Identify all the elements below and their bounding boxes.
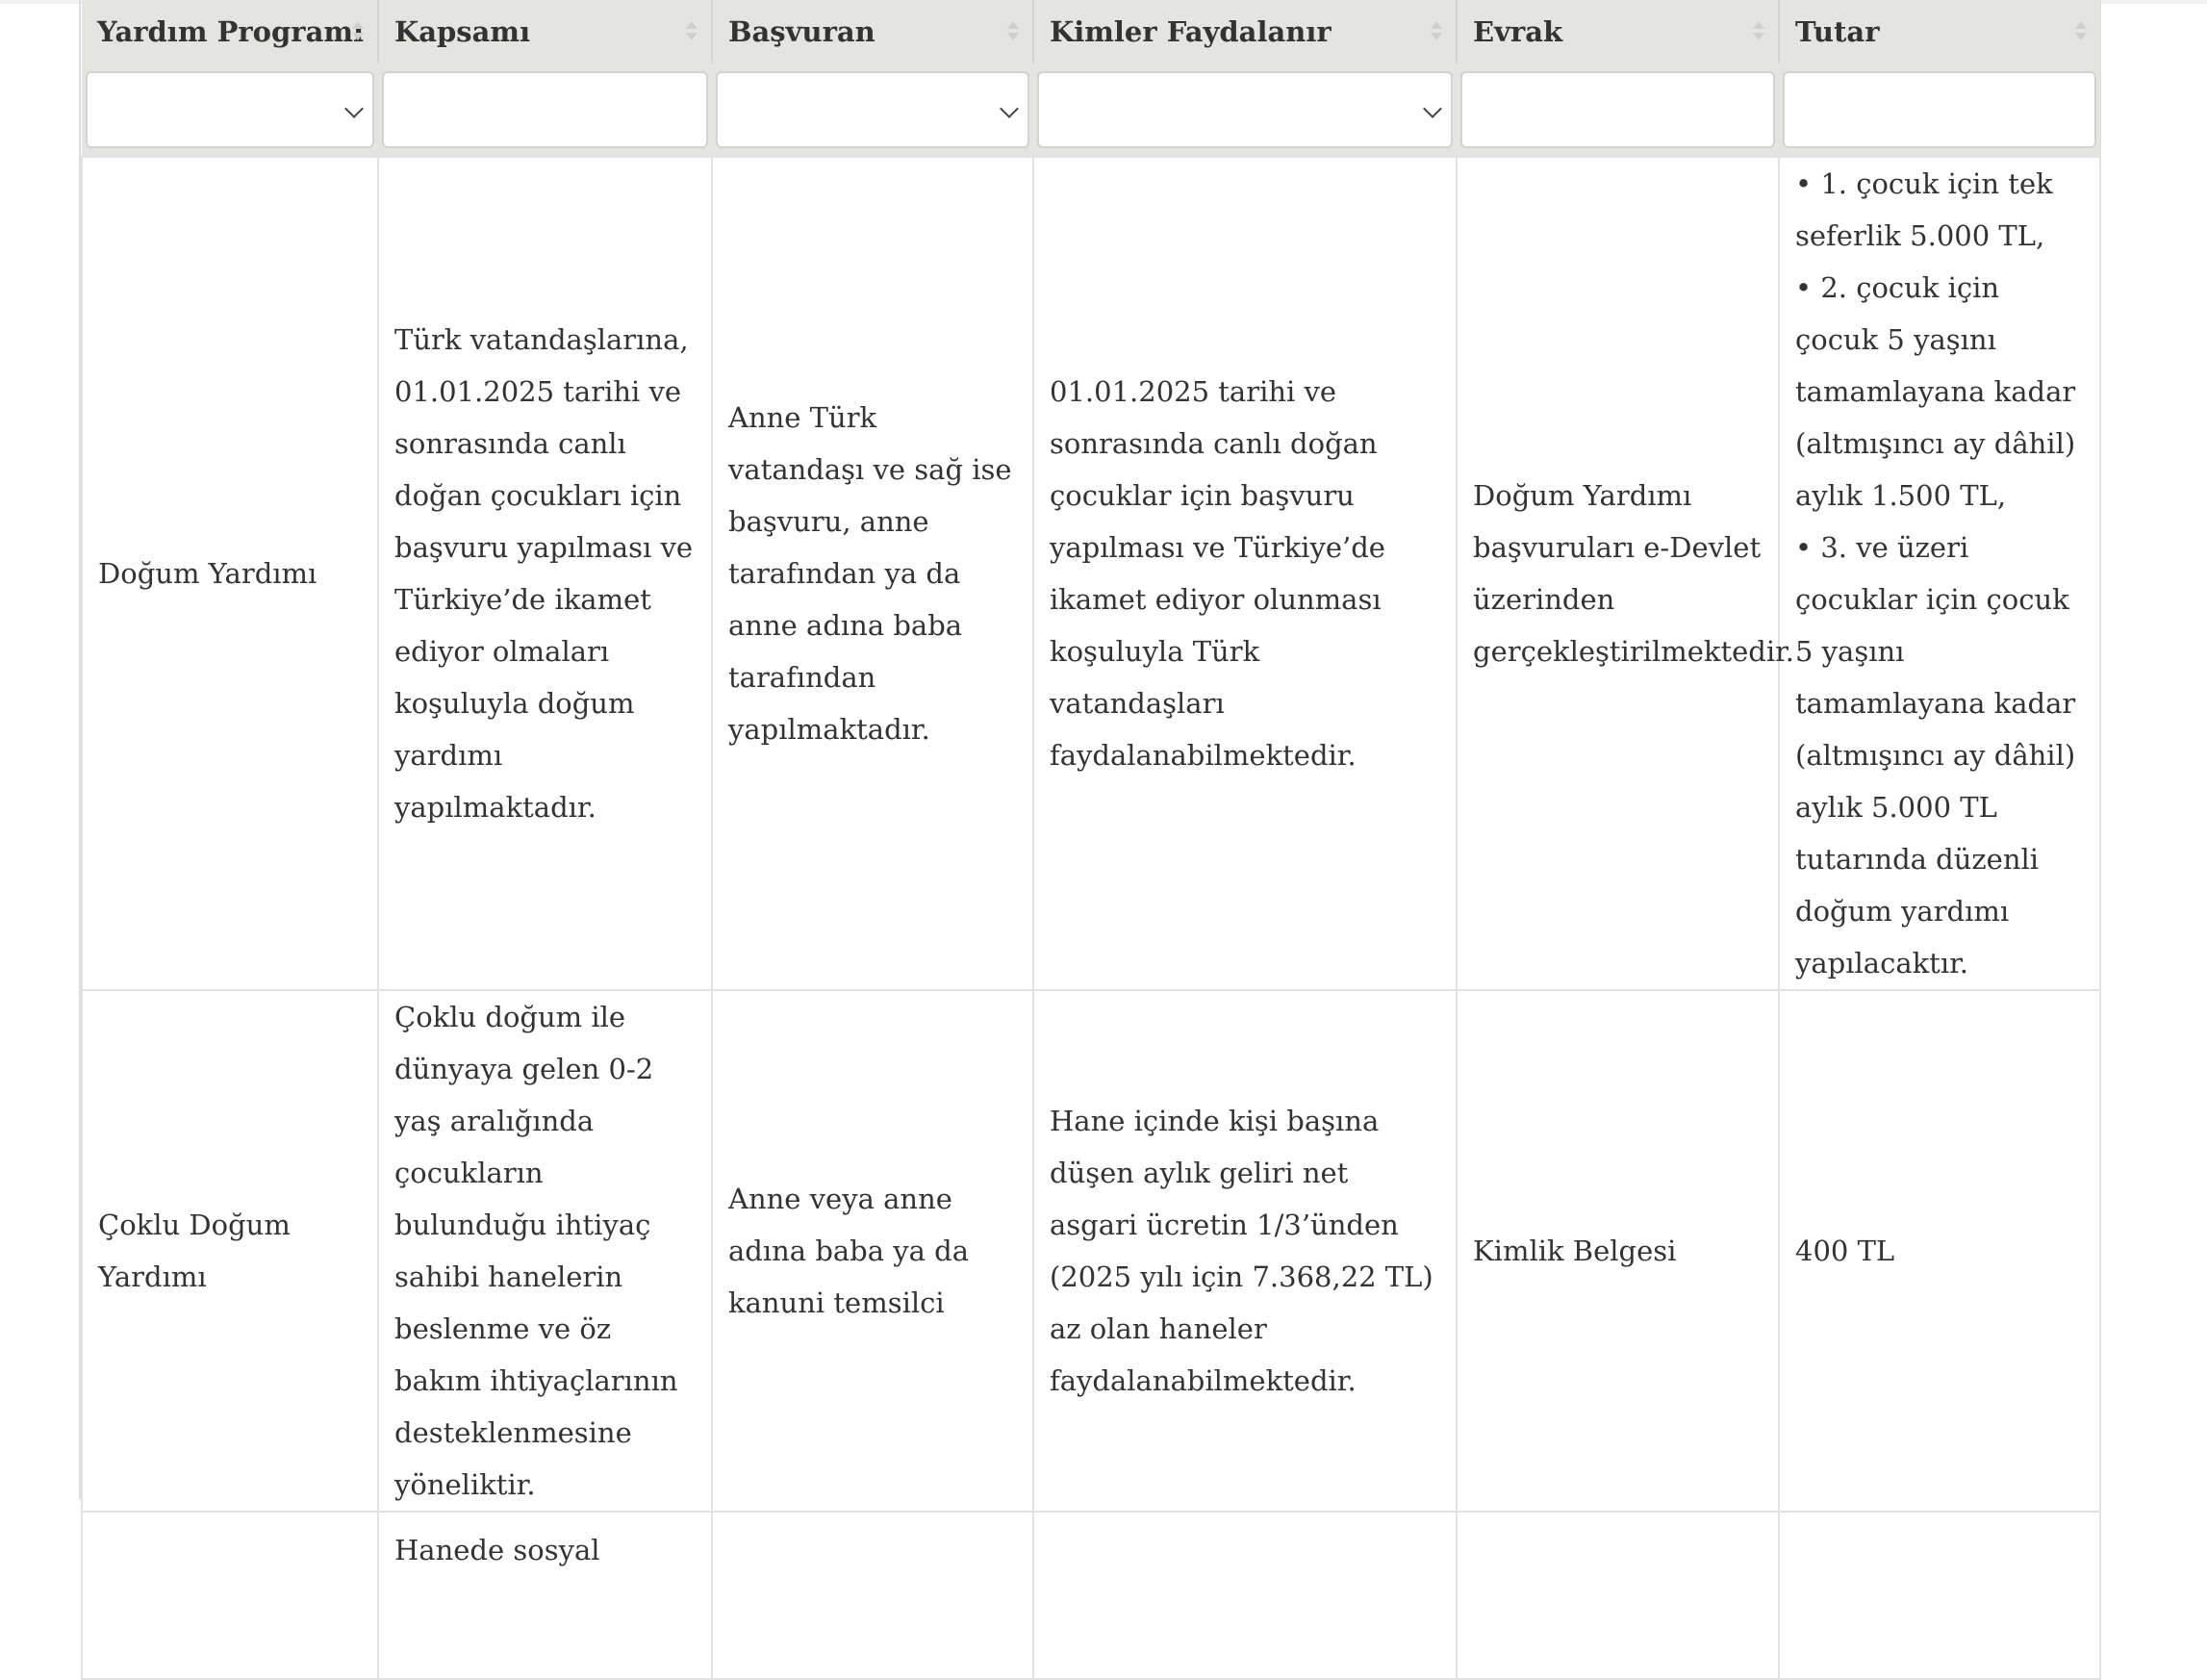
filter-input-evrak[interactable] — [1460, 71, 1775, 148]
cell-basvuran: Anne veya anne adına baba ya da kanuni temsilci — [712, 990, 1033, 1512]
cell-kapsam: Hanede sosyal — [378, 1512, 712, 1679]
filter-input-tutar[interactable] — [1783, 71, 2096, 148]
cell-evrak — [1457, 1512, 1779, 1679]
cell-tutar — [1779, 157, 2100, 990]
column-header-kapsami[interactable] — [378, 0, 712, 64]
table-row — [82, 157, 2100, 990]
cell-kimler: Hane içinde kişi başına düşen aylık geliri net asgari ücretin 1/3’ünden (2025 yılı için 7.368,22 TL) az olan haneler faydalanabilmektedir. — [1033, 990, 1457, 1512]
filter-cell — [82, 64, 378, 157]
filter-row — [82, 64, 2100, 157]
column-header-basvuran[interactable] — [712, 0, 1033, 64]
cell-program: Çoklu Doğum Yardımı — [82, 990, 378, 1512]
column-header-tutar[interactable] — [1779, 0, 2100, 64]
filter-select-kimler-faydalanir[interactable] — [1037, 71, 1453, 148]
filter-cell — [378, 64, 712, 157]
column-header-yardim-programi[interactable] — [82, 0, 378, 64]
chevron-down-icon — [1000, 99, 1019, 118]
cell-kapsam: Türk vatandaşlarına, 01.01.2025 tarihi ve sonrasında canlı doğan çocukları için başvuru yapılması ve Türkiye’de ikamet ediyor olmaları koşuluyla doğum yardımı yapılmaktadır. — [378, 157, 712, 990]
sort-icon[interactable] — [1753, 19, 1764, 44]
filter-cell — [1779, 64, 2100, 157]
sort-icon[interactable] — [1431, 19, 1442, 44]
column-header-label: Başvuran — [728, 15, 875, 48]
tutar-line: • 1. çocuk için tek seferlik 5.000 TL, — [1795, 167, 2053, 252]
cell-basvuran: Anne Türk vatandaşı ve sağ ise başvuru, anne tarafından ya da anne adına baba tarafından yapılmaktadır. — [712, 157, 1033, 990]
cell-kimler — [1033, 1512, 1457, 1679]
sort-icon[interactable] — [1007, 19, 1019, 44]
filter-select-yardim-programi[interactable] — [86, 71, 374, 148]
table-header-row — [82, 0, 2100, 64]
aid-programs-table — [79, 0, 2101, 1566]
column-header-label: Yardım Programı — [97, 15, 365, 48]
sort-icon[interactable] — [686, 19, 698, 44]
cell-tutar: 400 TL — [1779, 990, 2100, 1512]
sort-icon[interactable] — [2075, 19, 2087, 44]
cell-kapsam: Çoklu doğum ile dünyaya gelen 0-2 yaş aralığında çocukların bulunduğu ihtiyaç sahibi hanelerin beslenme ve öz bakım ihtiyaçlarının desteklenmesine yöneliktir. — [378, 990, 712, 1512]
filter-cell — [712, 64, 1033, 157]
cell-evrak: Doğum Yardımı başvuruları e-Devlet üzerinden gerçekleştirilmektedir. — [1457, 157, 1779, 990]
filter-input-kapsami[interactable] — [382, 71, 708, 148]
column-header-label: Kapsamı — [394, 15, 531, 48]
cell-evrak: Kimlik Belgesi — [1457, 990, 1779, 1512]
tutar-line: • 2. çocuk için çocuk 5 yaşını tamamlayana kadar (altmışıncı ay dâhil) aylık 1.500 TL, — [1795, 271, 2076, 512]
cell-program: Doğum Yardımı — [82, 157, 378, 990]
table-row — [82, 1512, 2100, 1679]
column-header-label: Evrak — [1473, 15, 1563, 48]
cell-program — [82, 1512, 378, 1679]
column-header-kimler-faydalanir[interactable] — [1033, 0, 1457, 64]
column-header-evrak[interactable] — [1457, 0, 1779, 64]
tutar-line: • 3. ve üzeri çocuklar için çocuk 5 yaşını tamamlayana kadar (altmışıncı ay dâhil) aylık 5.000 TL tutarında düzenli doğum yardımı yapılacaktır. — [1795, 531, 2076, 980]
table-row — [82, 990, 2100, 1512]
filter-cell — [1033, 64, 1457, 157]
cell-tutar — [1779, 1512, 2100, 1679]
filter-cell — [1457, 64, 1779, 157]
column-header-label: Tutar — [1795, 15, 1880, 48]
chevron-down-icon — [344, 99, 364, 118]
sort-icon[interactable] — [352, 19, 364, 44]
chevron-down-icon — [1423, 99, 1442, 118]
column-header-label: Kimler Faydalanır — [1050, 15, 1332, 48]
cell-kimler: 01.01.2025 tarihi ve sonrasında canlı doğan çocuklar için başvuru yapılması ve Türkiye’de ikamet ediyor olunması koşuluyla Türk vatandaşları faydalanabilmektedir. — [1033, 157, 1457, 990]
filter-select-basvuran[interactable] — [716, 71, 1029, 148]
cell-basvuran — [712, 1512, 1033, 1679]
